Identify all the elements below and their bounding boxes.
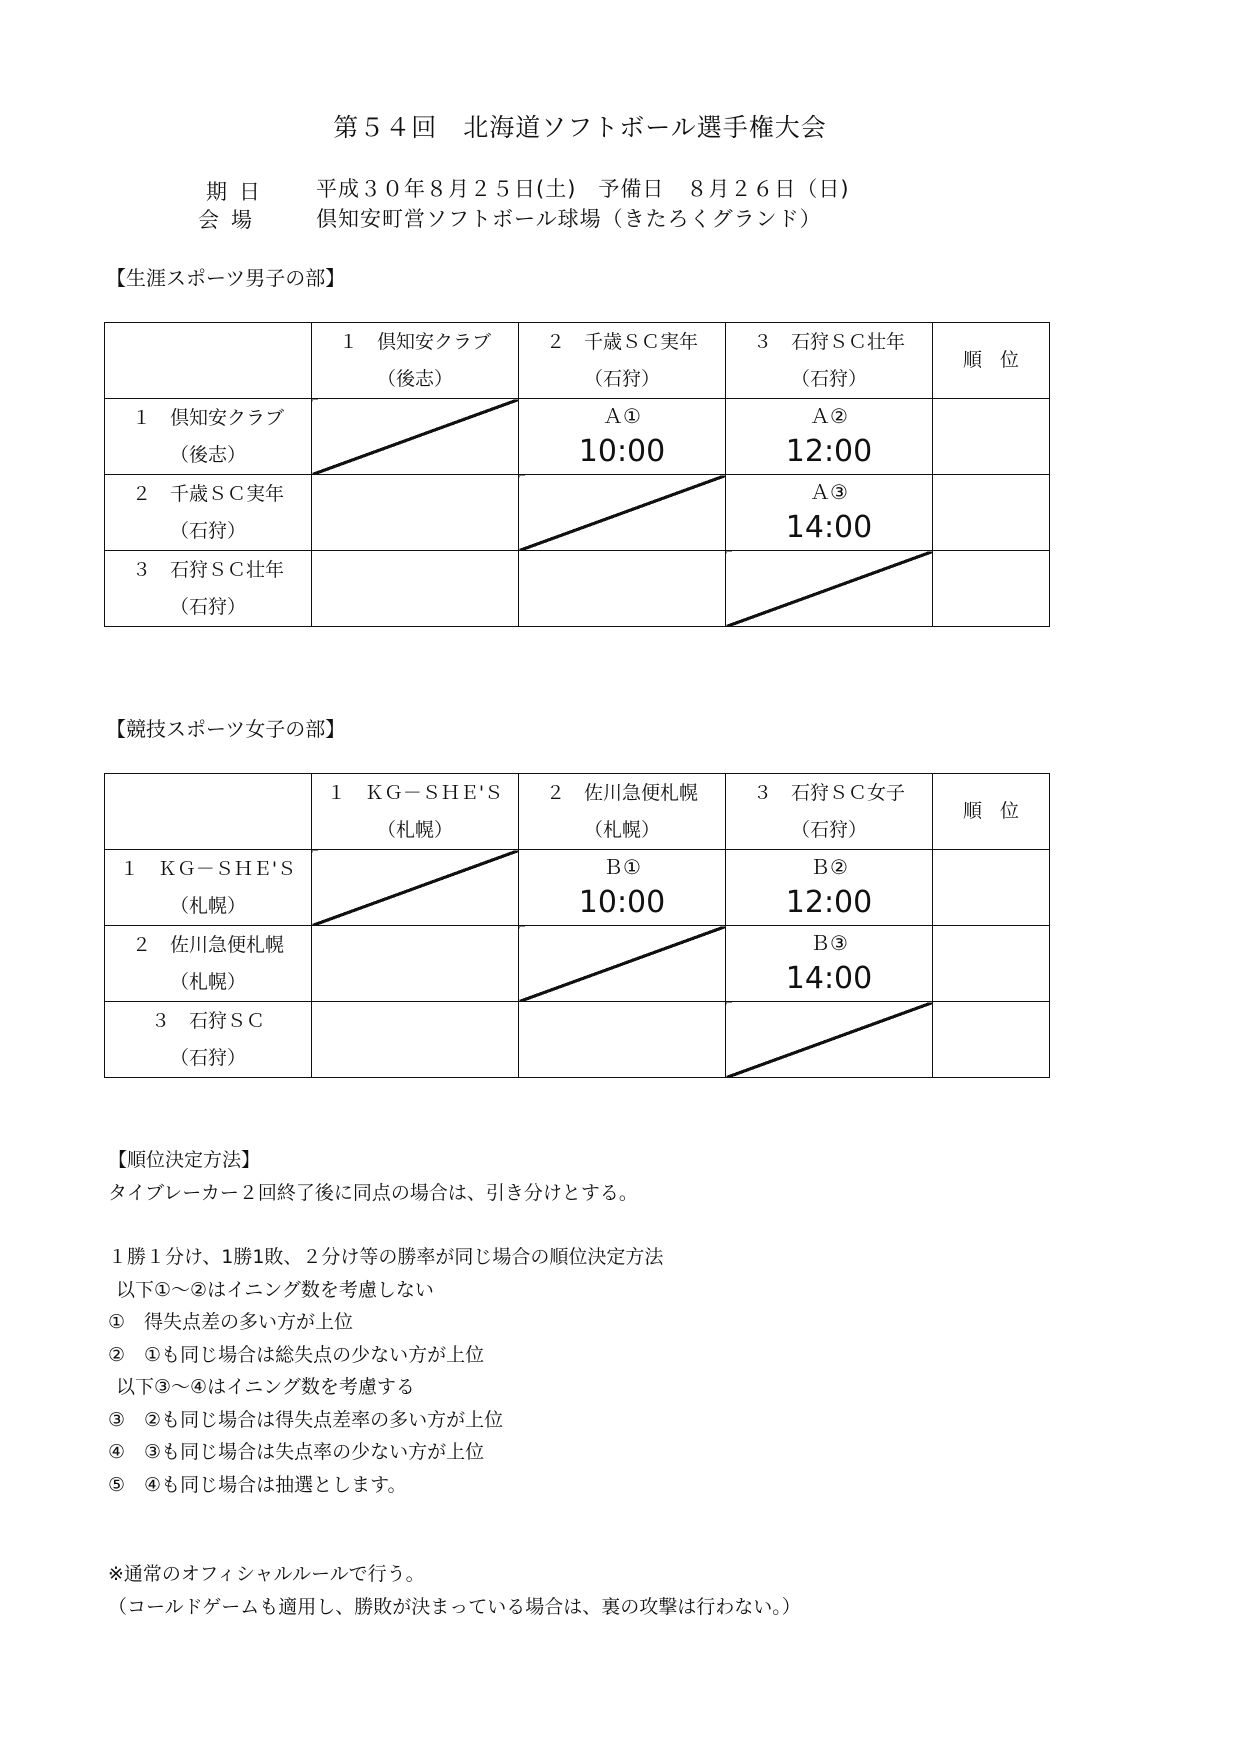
men-row-2: [105, 475, 1050, 551]
women-col-team-3: ３ 石狩ＳＣ女子 （石狩）: [726, 774, 933, 850]
women-empty-cell: [312, 1002, 519, 1078]
diagonal-cell: [519, 475, 726, 551]
corner-cell: [105, 323, 312, 399]
venue-label: 会場: [198, 208, 264, 232]
women-row-team-2: ２ 佐川急便札幌 （札幌）: [105, 926, 312, 1002]
venue-value: 倶知安町営ソフトボール球場（きたろくグランド）: [316, 207, 822, 231]
men-empty-cell: [312, 475, 519, 551]
men-col-team-3: ３ 石狩ＳＣ壮年 （石狩）: [726, 323, 933, 399]
women-row-2: [105, 926, 1050, 1002]
women-row-3: [105, 1002, 1050, 1078]
men-row-1: [105, 399, 1050, 475]
men-row-team-1: １ 倶知安クラブ （後志）: [105, 399, 312, 475]
rules-item-1: ① 得失点差の多い方が上位: [108, 1311, 354, 1333]
men-rank-cell: [933, 475, 1050, 551]
men-league-table: [104, 322, 1050, 627]
rules-footer: [108, 1558, 801, 1623]
women-row-team-1: １ ＫＧ－ＳＨＥ'Ｓ （札幌）: [105, 850, 312, 926]
men-row-team-2: ２ 千歳ＳＣ実年 （石狩）: [105, 475, 312, 551]
women-game-b3: Ｂ③ 14:00: [726, 926, 933, 1002]
women-rank-cell: [933, 850, 1050, 926]
men-game-a3: Ａ③ 14:00: [726, 475, 933, 551]
women-col-team-1: １ ＫＧ－ＳＨＥ'Ｓ （札幌）: [312, 774, 519, 850]
diagonal-cell: [312, 850, 519, 926]
diagonal-cell: [726, 551, 933, 627]
men-game-a1: Ａ① 10:00: [519, 399, 726, 475]
women-game-b2: Ｂ② 12:00: [726, 850, 933, 926]
men-row-team-3: ３ 石狩ＳＣ壮年 （石狩）: [105, 551, 312, 627]
rules-tiebreak: タイブレーカー２回終了後に同点の場合は、引き分けとする。: [108, 1181, 638, 1204]
rules-section: [108, 1144, 663, 1501]
men-col-team-1: １ 倶知安クラブ （後志）: [312, 323, 519, 399]
date-value: 平成３０年８月２５日(土) 予備日 ８月２６日（日): [316, 177, 850, 201]
men-rank-cell: [933, 551, 1050, 627]
men-rank-header: 順位: [933, 323, 1050, 399]
rules-item-3: ③ ②も同じ場合は得失点差率の多い方が上位: [108, 1408, 504, 1431]
rules-note-b: 以下③～④はイニング数を考慮する: [116, 1376, 415, 1398]
women-game-b1: Ｂ① 10:00: [519, 850, 726, 926]
women-header-row: [105, 774, 1050, 850]
men-section-heading: 【生涯スポーツ男子の部】: [106, 266, 346, 290]
rules-cold-game: （コールドゲームも適用し、勝敗が決まっている場合は、裏の攻撃は行わない。）: [108, 1595, 801, 1618]
rules-item-2: ② ①も同じ場合は総失点の少ない方が上位: [108, 1343, 485, 1366]
rules-intro: １勝１分け、1勝1敗、２分け等の勝率が同じ場合の順位決定方法: [108, 1246, 664, 1268]
women-col-team-2: ２ 佐川急便札幌 （札幌）: [519, 774, 726, 850]
men-empty-cell: [312, 551, 519, 627]
diagonal-cell: [726, 1002, 933, 1078]
women-rank-cell: [933, 926, 1050, 1002]
women-section-heading: 【競技スポーツ女子の部】: [106, 717, 346, 741]
diagonal-cell: [312, 399, 519, 475]
women-empty-cell: [312, 926, 519, 1002]
women-league-table: [104, 773, 1050, 1078]
rules-note-a: 以下①～②はイニング数を考慮しない: [116, 1278, 434, 1301]
rules-official: ※通常のオフィシャルルールで行う。: [108, 1563, 425, 1585]
men-empty-cell: [519, 551, 726, 627]
women-rank-header: 順位: [933, 774, 1050, 850]
men-rank-cell: [933, 399, 1050, 475]
diagonal-cell: [519, 926, 726, 1002]
page-title: 第５４回 北海道ソフトボール選手権大会: [333, 113, 827, 142]
women-empty-cell: [519, 1002, 726, 1078]
men-header-row: [105, 323, 1050, 399]
men-row-3: [105, 551, 1050, 627]
women-rank-cell: [933, 1002, 1050, 1078]
rules-heading: 【順位決定方法】: [108, 1149, 261, 1171]
rules-item-5: ⑤ ④も同じ場合は抽選とします。: [108, 1473, 407, 1496]
date-label: 期日: [206, 180, 272, 204]
rules-item-4: ④ ③も同じ場合は失点率の少ない方が上位: [108, 1441, 485, 1463]
women-row-team-3: ３ 石狩ＳＣ （石狩）: [105, 1002, 312, 1078]
men-col-team-2: ２ 千歳ＳＣ実年 （石狩）: [519, 323, 726, 399]
corner-cell: [105, 774, 312, 850]
women-row-1: [105, 850, 1050, 926]
men-game-a2: Ａ② 12:00: [726, 399, 933, 475]
